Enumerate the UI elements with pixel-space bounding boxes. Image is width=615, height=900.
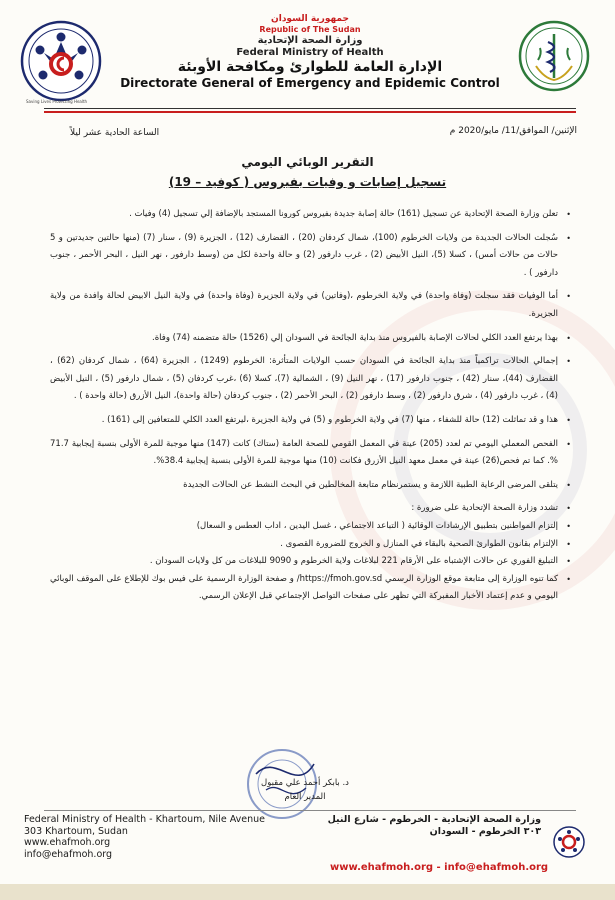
paragraph-new-cases xyxy=(50,206,572,224)
signatory-title: المدير العام xyxy=(284,792,326,802)
paragraph-hotline xyxy=(50,553,572,571)
paragraph-total xyxy=(50,330,572,348)
paragraph-official-site xyxy=(50,571,572,606)
signatory-name: د. بابكر أحمد علي مقبول xyxy=(261,778,349,788)
directorate-name-en: Directorate General of Emergency and Epidemic Control xyxy=(120,76,500,90)
bullet-icon: • xyxy=(566,574,571,584)
header-divider xyxy=(44,108,576,109)
paragraph-text: بهذا يرتفع العدد الكلي لحالات الإصابة بالفيروس منذ بداية الجائحة في السودان إلي (1526) حالة متضمنه (74) وفاة. xyxy=(152,332,558,343)
paragraph-text: التبليغ الفوري عن حالات الإشتباه على الأرقام 221 لبلاغات ولاية الخرطوم و 9090 للبلاغات من كل ولايات السودان . xyxy=(149,556,558,567)
paragraph-text: تعلن وزارة الصحة الإتحادية عن تسجيل (161) حالة إصابة جديدة بفيروس كورونا المستجد بالإضافة إلي تسجيل (4) وفيات . xyxy=(129,209,558,219)
paragraph-text: الإلتزام بقانون الطوارئ الصحية بالبقاء في المنازل و الخروج للضرورة القصوى . xyxy=(280,538,558,549)
footer-website-link[interactable]: www.ehafmoh.org xyxy=(24,837,111,848)
bullet-icon: • xyxy=(566,439,571,449)
paragraph-text: هذا و قد تماثلت (12) حالة للشفاء ، منها (7) في ولاية الخرطوم و (5) في ولاية الجزيرة ،ليرتفع العدد الكلي للمتعافين إلى (161) . xyxy=(101,414,558,425)
bullet-icon: • xyxy=(566,504,571,514)
footer-email-link[interactable]: info@ehafmoh.org xyxy=(24,848,113,860)
paragraph-cumulative xyxy=(50,353,572,406)
logo-caption: Saving Lives Protecting Health xyxy=(26,99,88,104)
country-name-en: Republic of The Sudan xyxy=(259,25,361,34)
paragraph-text: تشدد وزارة الصحة الإتحادية على ضرورة : xyxy=(411,503,558,514)
bullet-icon: • xyxy=(566,333,571,343)
emergency-directorate-logo xyxy=(20,20,102,102)
header-divider-accent xyxy=(44,111,576,113)
paragraph-prevention xyxy=(50,518,572,536)
bullet-icon: • xyxy=(566,415,571,425)
footer-address-en: Federal Ministry of Health - Khartoum, Nile Avenue 303 Khartoum, Sudan www.ehafmoh.org info@ehafmoh.org xyxy=(24,814,265,860)
paragraph-emergency-law xyxy=(50,536,572,554)
report-time: الساعة الحادية عشر ليلاً xyxy=(70,128,160,138)
footer-logo-icon xyxy=(553,826,585,858)
country-name-ar: جمهورية السودان xyxy=(271,14,349,24)
report-subtitle: تسجيل إصابات و وفيات بفيروس ( كوفيد – 19) xyxy=(168,175,447,189)
paragraph-text: إلتزام المواطنين بتطبيق الإرشادات الوقائية ( التباعد الاجتماعي ، غسل اليدين ، اداب العطس و السعال) xyxy=(196,520,558,531)
paragraph-text: سُجلت الحالات الجديدة من ولايات الخرطوم (100)، شمال كردفان (20) ، القضارف (12) ، الجزيرة (9) ، سنار (7) (منها حالتين جديدتين و 5 حالات من حالات أمس) ، كسلا (5)، النيل الأبيض (2) ، غرب دارفور (2) و حالة واحدة لكل من (وسط دارفور ، نهر النيل ، البحر الأحمر ، جنوب دارفور ) . xyxy=(50,232,558,278)
paragraph-lab-tests xyxy=(50,436,572,471)
paragraph-emphasis xyxy=(50,500,572,518)
bullet-icon: • xyxy=(566,292,571,302)
paragraph-deaths xyxy=(50,288,572,323)
footer-address-ar: وزارة الصحة الإتحادية - الخرطوم - شارع النيل ٣٠٣ الخرطوم - السودان xyxy=(327,814,541,837)
paragraph-text: يتلقى المرضى الرعاية الطبية اللازمة و يستمرنظام متابعة المخالطين في البحث النشط عن الحالات الجديدة xyxy=(183,479,558,490)
paragraph-text: كما تنوه الوزارة إلى متابعة موقع الوزارة الرسمي https://fmoh.gov.sd/ و صفحة الوزارة الرسمية على فيس بوك للإطلاع على الموقف الوبائي اليومي و عدم إعتماد الأخبار المفبركة التي تظهر على صفحات التواصل الإجتماعي قبل الإعلان الرسمي. xyxy=(50,573,558,602)
footer-band xyxy=(0,884,615,900)
letterhead xyxy=(110,14,510,91)
paragraph-care xyxy=(50,477,572,495)
paragraph-states xyxy=(50,230,572,283)
report-body xyxy=(50,206,572,612)
bullet-icon: • xyxy=(566,480,571,490)
bullet-icon: • xyxy=(566,557,571,567)
report-title: التقرير الوبائي اليومي xyxy=(241,155,374,169)
bullet-icon: • xyxy=(566,210,571,219)
directorate-name-ar: الإدارة العامة للطوارئ ومكافحة الأوبئة xyxy=(177,59,443,75)
paragraph-text: الفحص المعملي اليومي تم لعدد (205) عينة في المعمل القومي للصحة العامة (ستاك) كانت (147) منها موجبة للمرة الأولى بنسبة إيجابية 71.7 %. كما تم فحص(26) عينة في معمل معهد النيل الأزرق فكانت (10) منها موجبة للمرة الأولى بنسبة إيجابية 38.4%. xyxy=(50,438,559,467)
paragraph-recovered xyxy=(50,412,572,430)
bullet-icon: • xyxy=(566,539,571,549)
report-date: الإثنين/ الموافق/11/ مايو/2020 م xyxy=(449,126,577,136)
ministry-of-health-emblem xyxy=(518,20,590,92)
footer-divider xyxy=(44,810,576,811)
bullet-icon: • xyxy=(566,357,571,367)
footer-contact-links[interactable]: www.ehafmoh.org - info@ehafmoh.org xyxy=(330,862,549,873)
bullet-icon: • xyxy=(566,521,571,531)
paragraph-text: أما الوفيات فقد سجلت (وفاة واحدة) في ولاية الخرطوم ،(وفاتين) في ولاية الجزيرة (وفاة واحدة) في ولاية النيل الابيض لحالة وافدة من ولاية الجزيرة. xyxy=(50,291,558,319)
ministry-name-en: Federal Ministry of Health xyxy=(236,47,384,58)
bullet-icon: • xyxy=(566,233,571,243)
paragraph-text: إجمالي الحالات تراكمياً منذ بداية الجائحة في السودان حسب الولايات المتأثرة: الخرطوم (1249) ، الجزيرة (64) ، شمال كردفان (62) ، القضارف (44)، سنار (42) ، جنوب دارفور (17) ، نهر النيل (9) ، الشمالية (7)، كسلا (6) ،غرب كردفان (5) ، شمال دارفور (5) ، النيل الأبيض (4) ، غرب دارفور (4) ، شرق دارفور (2) ، وسط دارفور (2) ، البحر الأحمر (2) ، جنوب كردفان (حالة واحدة)، النيل الأزرق (حالة واحدة ) . xyxy=(50,356,559,402)
ministry-name-ar: وزارة الصحة الإتحادية xyxy=(257,35,363,46)
